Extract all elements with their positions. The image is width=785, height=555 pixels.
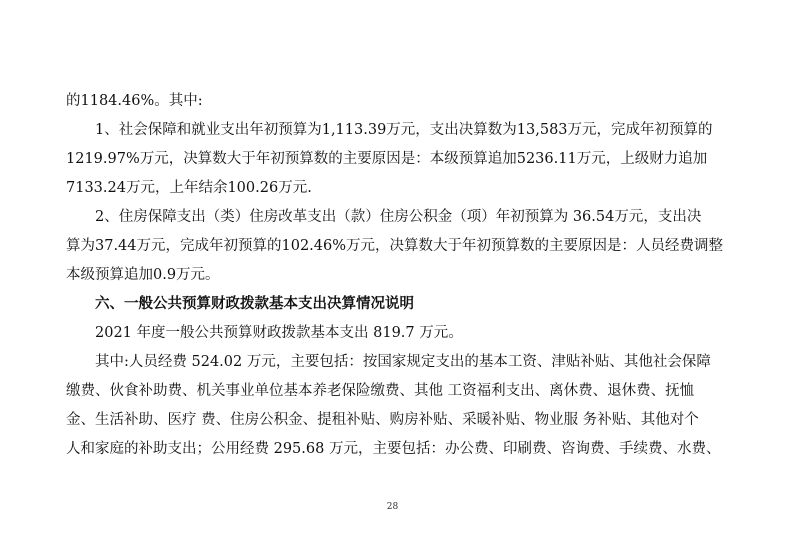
section-heading: 六、一般公共预算财政拨款基本支出决算情况说明 xyxy=(95,296,414,312)
text-line: 其中:人员经费 524.02 万元，主要包括：按国家规定支出的基本工资、津贴补贴、其他社会保障 xyxy=(95,354,711,370)
text-line: 的1184.46%。其中: xyxy=(66,93,203,109)
text-line: 1、社会保障和就业支出年初预算为1,113.39万元，支出决算数为13,583万元，完成年初预算的 xyxy=(95,122,713,138)
text-line: 算为37.44万元，完成年初预算的102.46%万元，决算数大于年初预算数的主要原因是：人员经费调整 xyxy=(66,238,724,254)
text-line: 7133.24万元，上年结余100.26万元. xyxy=(66,180,312,196)
text-line: 1219.97%万元，决算数大于年初预算数的主要原因是：本级预算追加5236.11万元，上级财力追加 xyxy=(66,151,708,167)
text-line: 2021 年度一般公共预算财政拨款基本支出 819.7 万元。 xyxy=(95,325,463,341)
text-line: 人和家庭的补助支出；公用经费 295.68 万元，主要包括：办公费、印刷费、咨询费、手续费、水费、 xyxy=(66,441,721,457)
page-number: 28 xyxy=(386,502,399,512)
text-line: 2、住房保障支出（类）住房改革支出（款）住房公积金（项）年初预算为 36.54万元，支出决 xyxy=(95,209,702,225)
text-line: 缴费、伙食补助费、机关事业单位基本养老保险缴费、其他 工资福利支出、离休费、退休费、抚恤 xyxy=(66,383,695,399)
text-line: 本级预算追加0.9万元。 xyxy=(66,267,220,283)
text-line: 金、生活补助、医疗 费、住房公积金、提租补贴、购房补贴、采暖补贴、物业服 务补贴、其他对个 xyxy=(66,412,699,428)
